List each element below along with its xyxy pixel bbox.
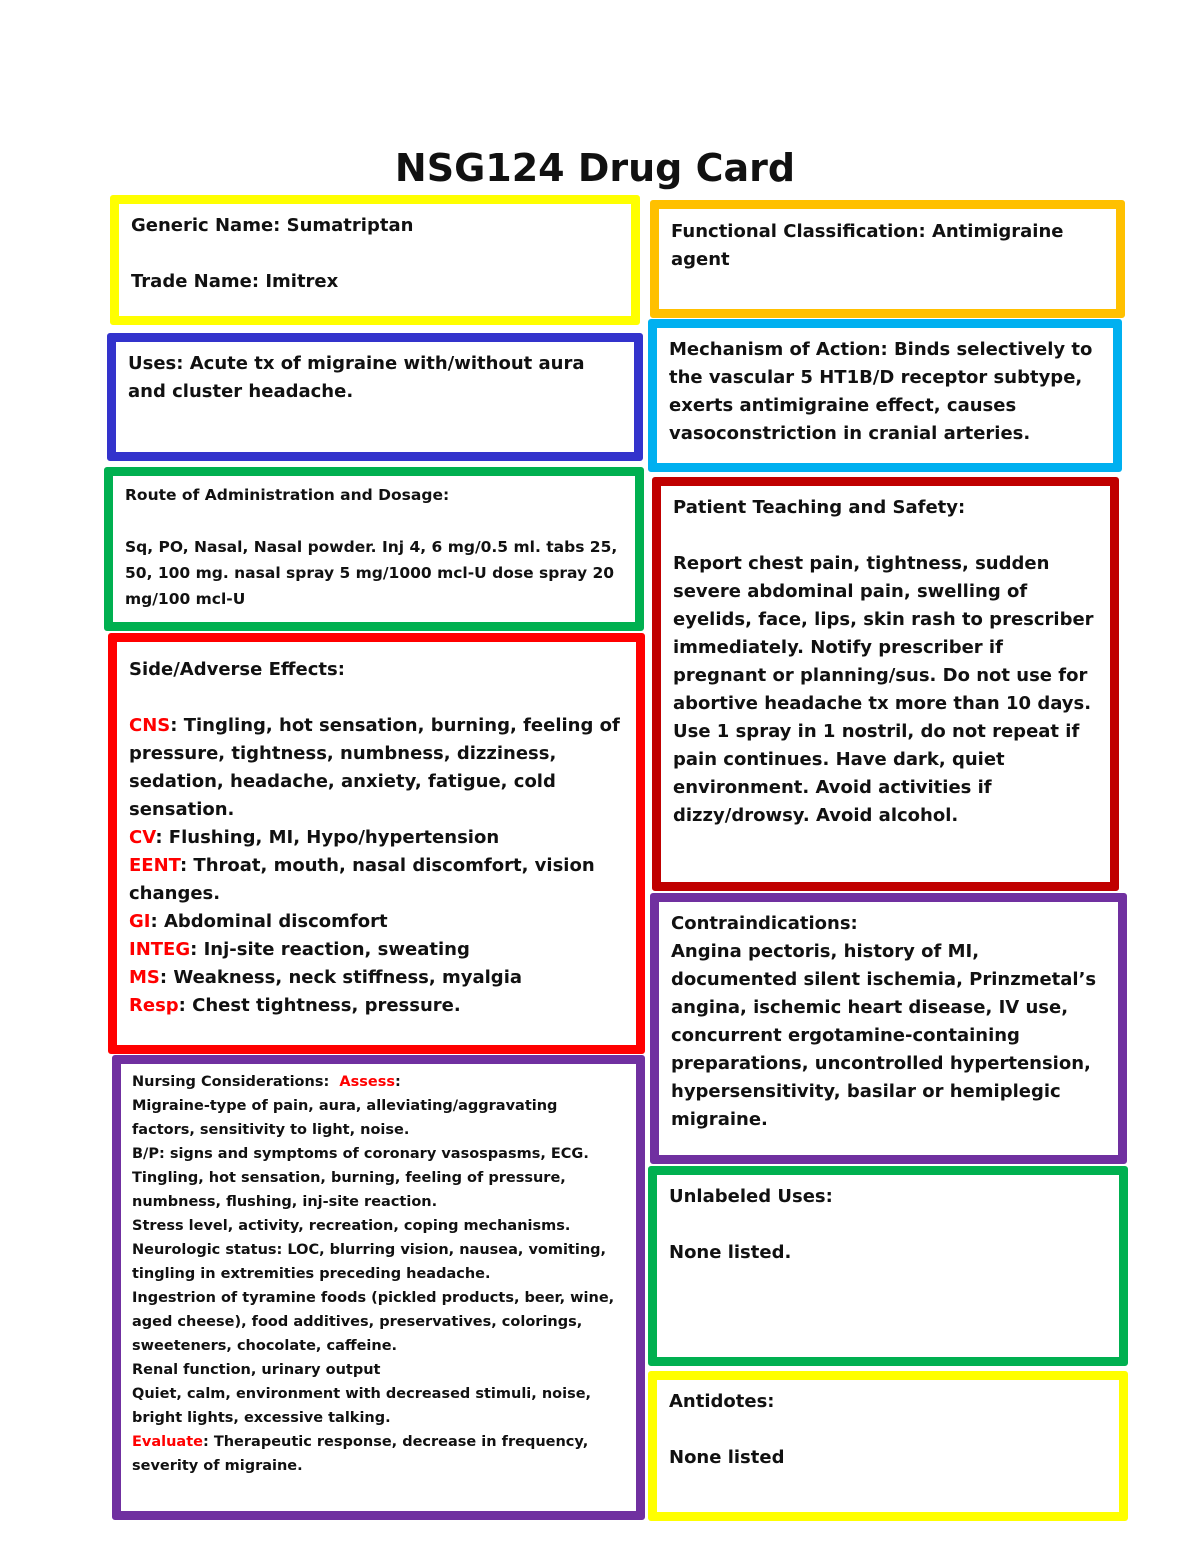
side-effects-heading: Side/Adverse Effects:: [129, 659, 345, 680]
uses-box: [107, 333, 643, 461]
nursing-line: Tingling, hot sensation, burning, feeling of pressure, numbness, flushing, inj-site reaction.: [132, 1170, 566, 1210]
functional-classification: Functional Classification: Antimigraine agent: [671, 221, 1064, 270]
teaching-text-2: Use 1 spray in 1 nostril, do not repeat if pain continues. Have dark, quiet environment. Avoid activities if dizzy/drowsy. Avoid alcohol.: [673, 721, 1080, 826]
mechanism-text: Mechanism of Action: Binds selectively to the vascular 5 HT1B/D receptor subtype, exerts antimigraine effect, causes vasoconstriction in cranial arteries.: [669, 339, 1093, 444]
nursing-heading-line: Nursing Considerations: Assess:: [132, 1074, 401, 1090]
unlabeled-heading: Unlabeled Uses:: [669, 1186, 833, 1207]
system-label: MS: [129, 967, 160, 988]
nursing-evaluate-line: Evaluate: Therapeutic response, decrease in frequency, severity of migraine.: [132, 1434, 589, 1474]
nursing-considerations-box: [112, 1055, 645, 1520]
side-effect-resp: Resp: Chest tightness, pressure.: [129, 995, 461, 1016]
unlabeled-text: None listed.: [669, 1242, 792, 1263]
nursing-line: Migraine-type of pain, aura, alleviating/aggravating factors, sensitivity to light, noise.: [132, 1098, 558, 1138]
side-effect-cv: CV: Flushing, MI, Hypo/hypertension: [129, 827, 500, 848]
patient-teaching-box: [652, 477, 1119, 891]
contraindications-box: [650, 893, 1127, 1164]
unlabeled-uses-box: [648, 1166, 1128, 1366]
system-label: CNS: [129, 715, 171, 736]
nursing-line: Stress level, activity, recreation, coping mechanisms.: [132, 1218, 571, 1234]
trade-name: Trade Name: Imitrex: [131, 271, 339, 292]
system-label: Resp: [129, 995, 179, 1016]
assess-label: Assess: [339, 1074, 395, 1090]
classification-box: [650, 200, 1125, 318]
antidotes-box: [648, 1371, 1128, 1521]
evaluate-label: Evaluate: [132, 1434, 203, 1450]
teaching-text-1: Report chest pain, tightness, sudden severe abdominal pain, swelling of eyelids, face, lips, skin rash to prescriber immediately. Notify prescriber if pregnant or planning/sus. Do not use for abortive headache tx more than 10 days.: [673, 553, 1094, 714]
nursing-line: Renal function, urinary output: [132, 1362, 381, 1378]
nursing-line: Ingestrion of tyramine foods (pickled products, beer, wine, aged cheese), food additives, preservatives, colorings, sweeteners, chocolate, caffeine.: [132, 1290, 615, 1354]
nursing-line: Neurologic status: LOC, blurring vision, nausea, vomiting, tingling in extremities preceding headache.: [132, 1242, 607, 1282]
nursing-line: B/P: signs and symptoms of coronary vasospasms, ECG.: [132, 1146, 589, 1162]
nursing-line: Quiet, calm, environment with decreased stimuli, noise, bright lights, excessive talking.: [132, 1386, 592, 1426]
side-effect-ms: MS: Weakness, neck stiffness, myalgia: [129, 967, 523, 988]
side-effect-cns: CNS: Tingling, hot sensation, burning, feeling of pressure, tightness, numbness, dizziness, sedation, headache, anxiety, fatigue, cold sensation.: [129, 715, 620, 820]
system-label: CV: [129, 827, 156, 848]
generic-name: Generic Name: Sumatriptan: [131, 215, 414, 236]
contraindications-heading: Contraindications:: [671, 913, 858, 934]
side-effect-gi: GI: Abdominal discomfort: [129, 911, 388, 932]
contraindications-text: Angina pectoris, history of MI, documented silent ischemia, Prinzmetal’s angina, ischemic heart disease, IV use, concurrent ergotamine-containing preparations, uncontrolled hypertension, hypersensitivity, basilar or hemiplegic migraine.: [671, 941, 1097, 1130]
route-text: Sq, PO, Nasal, Nasal powder. Inj 4, 6 mg/0.5 ml. tabs 25, 50, 100 mg. nasal spray 5 mg/1000 mcl-U dose spray 20 mg/100 mcl-U: [125, 538, 618, 608]
antidotes-text: None listed: [669, 1447, 785, 1468]
page-title: NSG124 Drug Card: [394, 146, 796, 190]
drug-names-box: [110, 195, 640, 325]
mechanism-box: [648, 319, 1122, 472]
route-heading: Route of Administration and Dosage:: [125, 486, 450, 504]
side-effect-eent: EENT: Throat, mouth, nasal discomfort, vision changes.: [129, 855, 595, 904]
side-effect-integ: INTEG: Inj-site reaction, sweating: [129, 939, 470, 960]
system-label: INTEG: [129, 939, 191, 960]
system-label: EENT: [129, 855, 180, 876]
teaching-heading: Patient Teaching and Safety:: [673, 497, 966, 518]
antidotes-heading: Antidotes:: [669, 1391, 775, 1412]
route-box: [104, 467, 644, 631]
system-label: GI: [129, 911, 151, 932]
uses-text: Uses: Acute tx of migraine with/without aura and cluster headache.: [128, 353, 585, 402]
side-effects-box: [108, 633, 645, 1054]
